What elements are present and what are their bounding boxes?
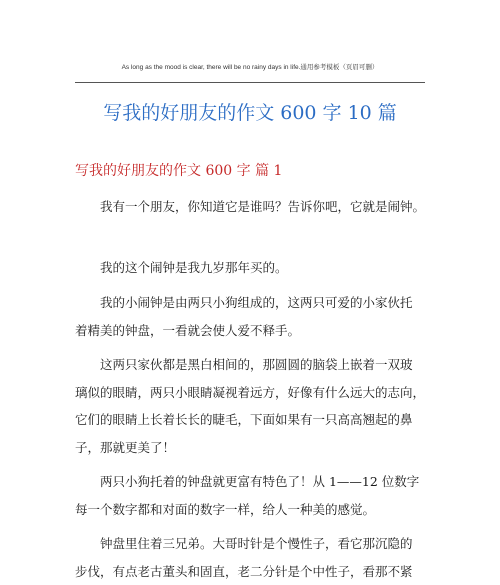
paragraph-4 xyxy=(75,351,425,461)
paragraph-line: 我的这个闹钟是我九岁那年买的。 xyxy=(75,254,425,282)
paragraph-1 xyxy=(75,193,425,221)
header-divider xyxy=(75,82,425,83)
paragraph-line: 钟盘里住着三兄弟。大哥时针是个慢性子，看它那沉隐的 xyxy=(75,530,425,558)
paragraph-5 xyxy=(75,468,425,523)
paragraph-line: 它们的眼睛上长着长长的睫毛，下面如果有一只高高翘起的鼻 xyxy=(75,406,425,434)
paragraph-line: 两只小狗托着的钟盘就更富有特色了！从 1——12 位数字 xyxy=(75,468,425,496)
paragraph-line: 着精美的钟盘，一看就会使人爱不释手。 xyxy=(75,317,425,345)
paragraph-line: 步伐，有点老古董头和固直，老二分针是个中性子，看那不紧 xyxy=(75,558,425,585)
document-title: 写我的好朋友的作文 600 字 10 篇 xyxy=(0,98,500,125)
paragraph-3 xyxy=(75,289,425,344)
paragraph-line: 子，那就更美了！ xyxy=(75,434,425,462)
paragraph-line: 我有一个朋友，你知道它是谁吗？告诉你吧，它就是闹钟。 xyxy=(75,193,425,221)
paragraph-line: 每一个数字都和对面的数字一样，给人一种美的感觉。 xyxy=(75,496,425,524)
paragraph-6 xyxy=(75,530,425,585)
section-title: 写我的好朋友的作文 600 字 篇 1 xyxy=(75,160,282,180)
paragraph-line: 我的小闹钟是由两只小狗组成的，这两只可爱的小家伙托 xyxy=(75,289,425,317)
page-header: As long as the mood is clear, there will be no rainy days in life.通用参考模板（页眉可删） xyxy=(0,62,500,71)
paragraph-2 xyxy=(75,254,425,282)
paragraph-line: 这两只家伙都是黑白相间的，那圆圆的脑袋上嵌着一双玻 xyxy=(75,351,425,379)
paragraph-line: 璃似的眼睛，两只小眼睛凝视着远方，好像有什么远大的志向， xyxy=(75,379,425,407)
